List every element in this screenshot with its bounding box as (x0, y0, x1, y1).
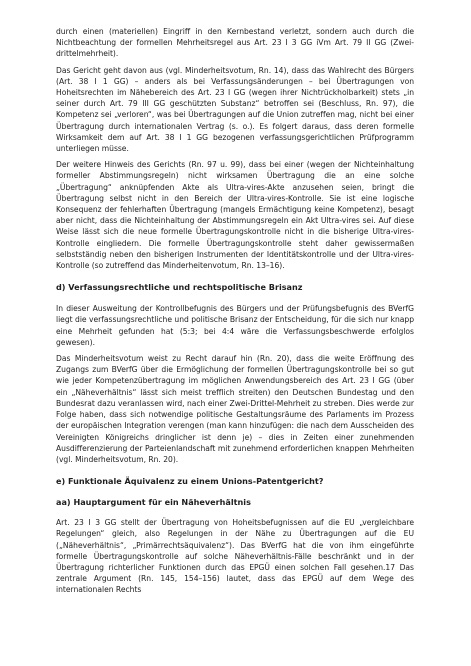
paragraph: In dieser Ausweitung der Kontrollbefugnis des Bürgers und der Prüfungsbefugnis des BVerfG liegt die verfassungsrechtliche und politische Brisanz der Entscheidung, für die sich nur knapp eine Mehrheit gefunden hat (5:3; bei 4:4 wäre die Verfassungsbeschwerde erfolglos gewesen). (56, 304, 414, 347)
paragraph: Der weitere Hinweis des Gerichts (Rn. 97 u. 99), dass bei einer (wegen der Nichteinhaltung formeller Abstimmungsregeln) nicht wirksamen Übertragung die an eine solche „Übertragung“ anknüpfenden Akte als Ultra-vires-Akte anzusehen seien, bringt die Übertragung selbst nicht in den Bereich der Ultra-vires-Kontrolle. Sie ist eine logische Konsequenz der fehlerhaften Übertragung (mangels Ermächtigung keine Kompetenz), besagt aber nicht, dass die Nichteinhaltung der Abstimmungsregeln ein Akt Ultra-vires sei. Auf diese Weise lässt sich die neue formelle Übertragungskontrolle nicht in die bisherige Ultra-vires-Kontrolle eingliedern. Die formelle Übertragungskontrolle steht daher gewissermaßen selbstständig neben den bisherigen Instrumenten der Identitätskontrolle und der Ultra-vires-Kontrolle (so zutreffend das Minderheitenvotum, Rn. 13–16). (56, 160, 414, 271)
paragraph: Das Gericht geht davon aus (vgl. Minderheitsvotum, Rn. 14), dass das Wahlrecht des Bürgers (Art. 38 I 1 GG) – anders als bei Verfassungsänderungen – bei Übertragungen von Hoheitsrechten im Nähebereich des Art. 23 I GG (wegen ihrer Nichtrückholbarkeit) stets „in seiner durch Art. 79 III GG geschützten Substanz“ betroffen sei (Beschluss, Rn. 97), die Kompetenz sei „verloren“, was bei Übertragungen auf die Union zutreffen mag, nicht bei einer Übertragung durch internationalen Vertrag (s. o.). Es folgert daraus, dass deren formelle Wirksamkeit dem auf Art. 38 I 1 GG bezogenen verfassungsgerichtlichen Prüfprogramm unterliegen müsse. (56, 65, 414, 154)
subsection-heading-aa: aa) Hauptargument für ein Näheverhältnis (56, 497, 251, 508)
document-body (56, 26, 414, 601)
section-heading-e: e) Funktionale Äquivalenz zu einem Unions-Patentgericht? (56, 476, 324, 487)
paragraph: Das Minderheitsvotum weist zu Recht darauf hin (Rn. 20), dass die weite Eröffnung des Zugangs zum BVerfG über die Ermöglichung der formellen Übertragungskontrolle bei so gut wie jeder Kompetenzübertragung im möglichen Anwendungsbereich des Art. 23 I GG (über ein „Näheverhältnis“ lässt sich meist trefflich streiten) den Deutschen Bundestag und den Bundesrat dazu veranlassen wird, nach einer Zwei-Drittel-Mehrheit zu streben. Dies werde zur Folge haben, dass sich notwendige politische Gestaltungsräume des Parlaments im Prozess der europäischen Integration verengen (man kann hinzufügen: die nach dem Ausscheiden des Vereinigten Königreichs dringlicher ist denn je) – dies in Zeiten einer zunehmenden Ausdifferenzierung der Parteienlandschaft mit zunehmend erforderlichen knappen Mehrheiten (vgl. Minderheitsvotum, Rn. 20). (56, 354, 414, 464)
paragraph: durch einen (materiellen) Eingriff in den Kernbestand verletzt, sondern auch durch die Nichtbeachtung der formellen Mehrheitsregel aus Art. 23 I 3 GG iVm Art. 79 II GG (Zwei-drittelmehrheit). (56, 27, 414, 59)
section-heading-d: d) Verfassungsrechtliche und rechtspolitische Brisanz (56, 282, 303, 293)
paragraph: Art. 23 I 3 GG stellt der Übertragung von Hoheitsbefugnissen auf die EU „vergleichbare Regelungen“ gleich, also Regelungen in der Nähe zu Übertragungen auf die EU („Näheverhältnis“, „Primärrechtsäquivalenz“). Das BVerfG hat die von ihm eingeführte formelle Übertragungskontrolle auf solche Näheverhältnis-Fälle beschränkt und in der Übertragung richterlicher Funktionen durch das EPGÜ einen solchen Fall gesehen.17 Das zentrale Argument (Rn. 145, 154–156) lautet, dass das EPGÜ auf dem Wege des internationalen Rechts (56, 518, 414, 595)
